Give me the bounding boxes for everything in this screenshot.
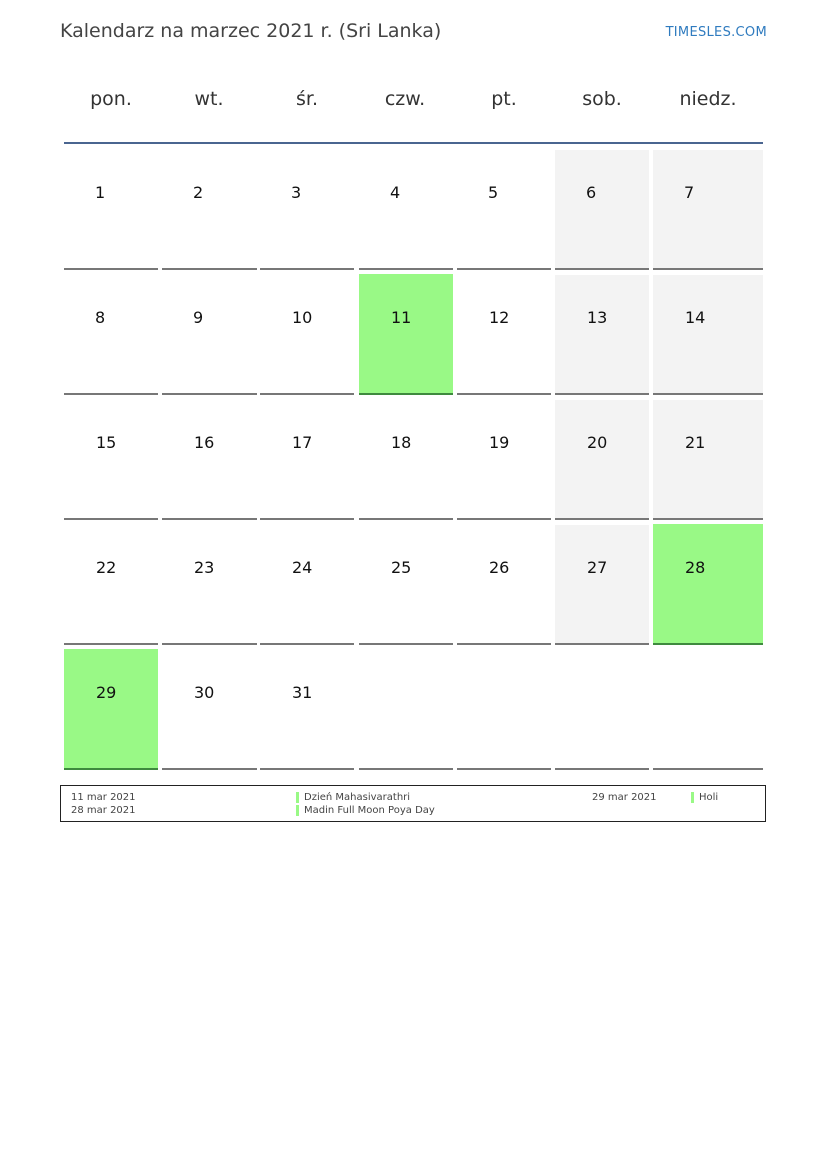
calendar-day-cell [457,525,551,645]
calendar-day-cell [555,400,649,520]
day-number: 4 [390,183,401,202]
day-number: 21 [685,433,706,452]
day-number: 23 [194,558,215,577]
calendar-day-cell [555,525,649,645]
day-number: 1 [95,183,106,202]
day-number: 14 [685,308,706,327]
calendar-day-cell [260,525,354,645]
day-number: 6 [586,183,597,202]
calendar-day-cell [64,400,158,520]
day-number: 3 [291,183,302,202]
calendar-day-cell [653,400,763,520]
day-number: 2 [193,183,204,202]
day-number: 31 [292,683,313,702]
day-number: 20 [587,433,608,452]
page-title: Kalendarz na marzec 2021 r. (Sri Lanka) [60,20,442,42]
day-number: 30 [194,683,215,702]
calendar-day-cell [162,400,257,520]
calendar-day-cell [359,525,453,645]
day-number: 8 [95,308,106,327]
day-number: 25 [391,558,412,577]
day-number: 16 [194,433,215,452]
day-number: 26 [489,558,510,577]
calendar-day-cell [653,524,763,645]
weekday-wed: śr. [295,88,318,110]
legend-date: 29 mar 2021 [592,792,657,803]
calendar-day-cell [260,275,354,395]
calendar-day-cell [359,400,453,520]
calendar-day-cell [457,400,551,520]
calendar-day-cell [555,275,649,395]
holiday-legend [60,785,766,822]
weekday-sun: niedz. [679,88,737,110]
calendar-day-cell [64,649,158,770]
calendar-day-cell [555,150,649,270]
day-number: 15 [96,433,117,452]
calendar-day-cell [260,400,354,520]
calendar-day-cell [64,275,158,395]
day-number: 27 [587,558,608,577]
day-number: 22 [96,558,117,577]
day-number: 18 [391,433,412,452]
calendar-day-cell [162,525,257,645]
empty-day-cell [555,650,649,770]
day-number: 11 [391,308,412,327]
legend-color-marker [296,792,299,803]
day-number: 10 [292,308,313,327]
calendar-day-cell [162,150,257,270]
weekday-tue: wt. [194,88,224,110]
legend-date: 28 mar 2021 [71,805,136,816]
calendar-day-cell [457,150,551,270]
weekday-fri: pt. [491,88,517,110]
day-number: 5 [488,183,499,202]
day-number: 29 [96,683,117,702]
empty-day-cell [457,650,551,770]
calendar-day-cell [64,150,158,270]
calendar-day-cell [162,275,257,395]
brand-link[interactable]: TIMESLES.COM [665,25,767,40]
day-number: 12 [489,308,510,327]
calendar-day-cell [457,275,551,395]
weekday-thu: czw. [384,88,426,110]
weekday-mon: pon. [90,88,132,110]
day-number: 17 [292,433,313,452]
empty-day-cell [653,650,763,770]
day-number: 13 [587,308,608,327]
empty-day-cell [359,650,453,770]
legend-holiday-name: Holi [699,792,719,803]
calendar-day-cell [359,274,453,395]
day-number: 7 [684,183,695,202]
day-number: 19 [489,433,510,452]
day-number: 28 [685,558,706,577]
weekday-sat: sob. [582,88,622,110]
calendar-day-cell [653,150,763,270]
legend-holiday-name: Madin Full Moon Poya Day [304,805,435,816]
calendar-day-cell [64,525,158,645]
calendar-day-cell [653,275,763,395]
day-number: 24 [292,558,313,577]
calendar-day-cell [162,650,257,770]
legend-color-marker [296,805,299,816]
calendar-day-cell [260,150,354,270]
calendar-day-cell [260,650,354,770]
legend-holiday-name: Dzień Mahasivarathri [304,792,411,803]
legend-color-marker [691,792,694,803]
calendar-day-cell [359,150,453,270]
legend-date: 11 mar 2021 [71,792,136,803]
day-number: 9 [193,308,204,327]
